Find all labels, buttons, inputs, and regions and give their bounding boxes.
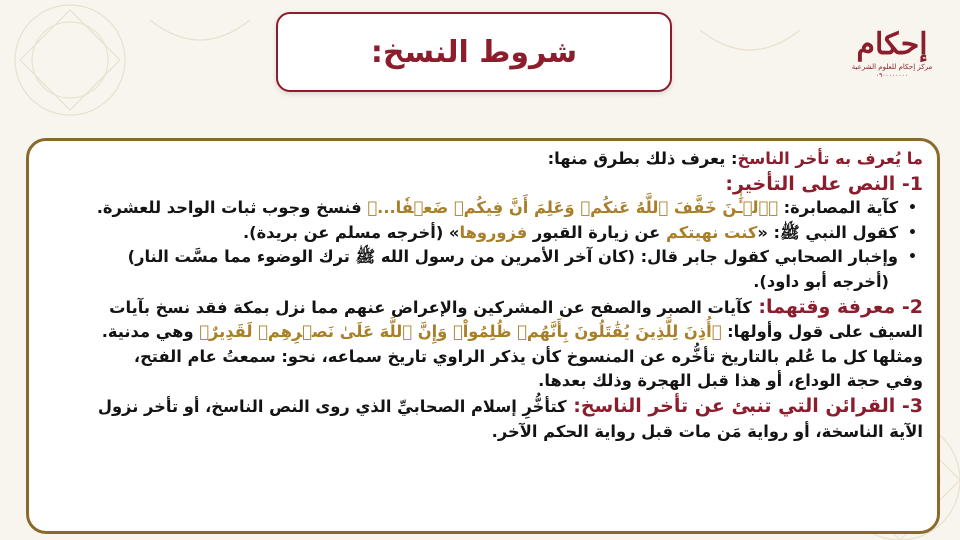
content-panel: [26, 138, 940, 534]
section3-text1: كتأخُّرِ إسلام الصحابيِّ الذي روى النص الناسخ، أو تأخر نزول: [97, 396, 567, 416]
page-title: شروط النسخ:: [370, 34, 578, 70]
list-item: [41, 221, 923, 246]
intro-text: : يعرف ذلك بطرق منها:: [547, 149, 738, 168]
bullet3-line2: (أخرجه أبو داود).: [753, 271, 889, 291]
bullet2-prefix: كقول النبي ﷺ: «: [757, 222, 899, 242]
section2-text2a: السيف على قول وأولها:: [721, 322, 923, 342]
title-box: [276, 12, 672, 92]
section2-text4: وفي حجة الوداع، أو هذا قبل الهجرة وذلك بعدها.: [538, 371, 923, 391]
list-item: [41, 245, 923, 270]
logo-subtitle: مركز إحكام للعلوم الشرعية: [851, 63, 933, 71]
bullet2-quote: كنت نهيتكم: [665, 222, 758, 242]
logo: [844, 28, 940, 94]
logo-phone: ٠٩٠٠٠٠٠٠٠٠: [875, 72, 909, 79]
list-item: [41, 196, 923, 221]
section1-heading: 1- النص على التأخير:: [725, 172, 923, 195]
section2-text3: ومثلها كل ما عُلم بالتاريخ تأخُّره عن المنسوخ كأن يذكر الراوي تاريخ سماعه، نحو: سمعتُ عام الفتح،: [133, 346, 923, 366]
intro-line: [41, 147, 923, 172]
bullet1-suffix: فنسخ وجوب ثبات الواحد للعشرة.: [96, 198, 368, 218]
logo-mark: إحكام: [856, 27, 928, 62]
bullet3-line1: وإخبار الصحابي كقول جابر قال: (كان آخر الأمرين من رسول الله ﷺ ترك الوضوء مما مسَّت النار): [127, 247, 899, 267]
section2-quote: ﴿أُذِنَ لِلَّذِينَ يُقَٰتَلُونَ بِأَنَّهُمۡ ظُلِمُواْۚ وَإِنَّ ٱللَّهَ عَلَىٰ نَصۡرِهِمۡ لَقَدِيرٌ﴾: [199, 322, 722, 342]
bullet2-middle: عن زيارة القبور: [527, 222, 666, 242]
bullet-icon: •: [908, 224, 917, 241]
intro-label: ما يُعرف به تأخر الناسخ: [737, 149, 923, 168]
bullet2-quote2: فزوروها: [459, 222, 528, 242]
section2-text2b: وهي مدنية.: [101, 322, 200, 342]
section2-heading: 2- معرفة وقتهما:: [751, 295, 923, 318]
section3-text2: الآية الناسخة، أو رواية مَن مات قبل رواية الحكم الآخر.: [491, 421, 923, 441]
section2-text1: كآيات الصبر والصفح عن المشركين والإعراض عنهم مما نزل بمكة فقد نسخ بآيات: [109, 297, 752, 317]
bullet-icon: •: [908, 249, 917, 266]
bullet2-suffix: » (أخرجه مسلم عن بريدة).: [242, 222, 460, 242]
bullet1-quote: ﴿ٱلۡـَٰٔنَ خَفَّفَ ٱللَّهُ عَنكُمۡ وَعَلِمَ أَنَّ فِيكُمۡ ضَعۡفٗا...﴾: [367, 198, 778, 218]
bullet1-prefix: كآية المصابرة:: [778, 198, 899, 218]
section3-heading: 3- القرائن التي تنبئ عن تأخر الناسخ:: [566, 394, 923, 417]
bullet-icon: •: [908, 200, 917, 217]
